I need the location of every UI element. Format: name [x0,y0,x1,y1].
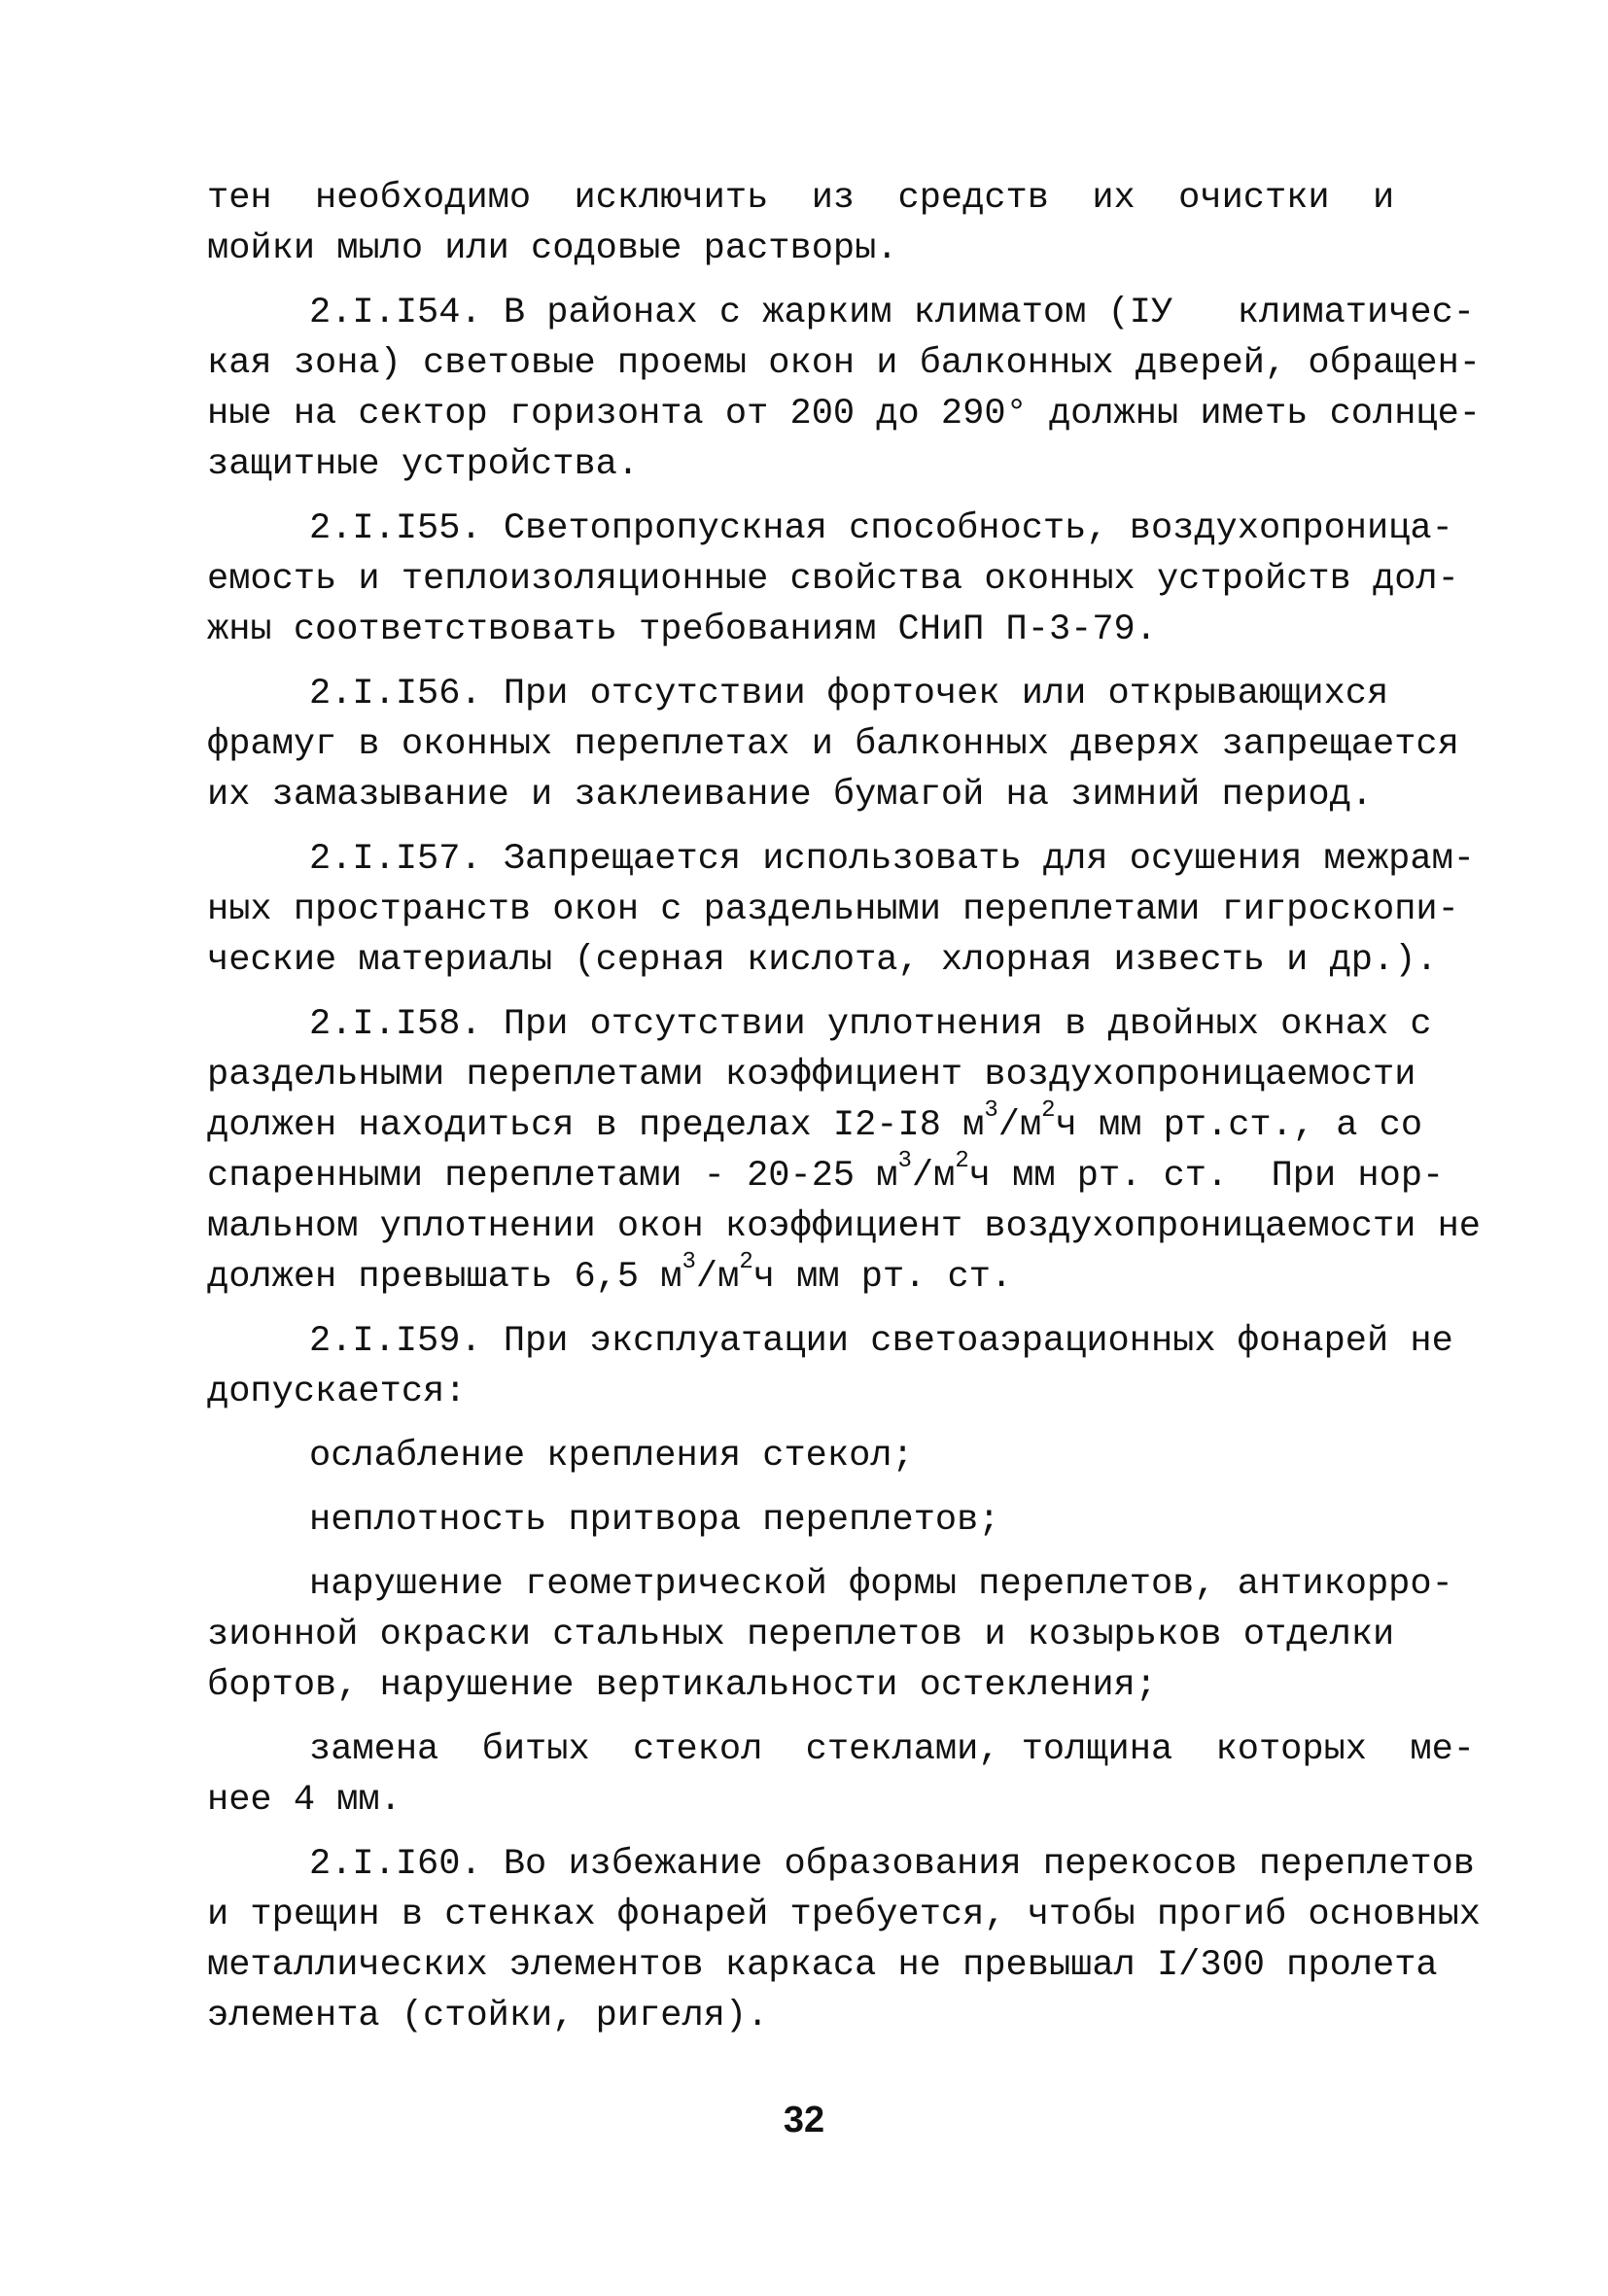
text-line: фрамуг в оконных переплетах и балконных дверях запрещается [207,724,1459,765]
superscript: 2 [955,1147,969,1174]
text-line-with-units [207,1248,1013,1303]
list-item: замена битых стекол стеклами, толщина которых ме- [309,1729,1475,1770]
text-line: мойки мыло или содовые растворы. [207,228,898,269]
text-line: допускается: [207,1372,467,1412]
paragraph-2-1-154-start: 2.I.I54. В районах с жарким климатом (IУ климатичес- [309,293,1475,333]
text-line: и трещин в стенках фонарей требуется, чтобы прогиб основных [207,1895,1482,1935]
text-line-with-units [207,1096,1423,1151]
list-item: ослабление крепления стекол; [309,1436,914,1477]
text-line: ных пространств окон с раздельными переплетами гигроскопи- [207,889,1459,930]
page-number: 32 [783,2100,825,2140]
list-item: нарушение геометрической формы переплетов, антикорро- [309,1564,1453,1605]
text-line: ные на сектор горизонта от 200 до 290° должны иметь солнце- [207,394,1482,435]
paragraph-2-1-155-start: 2.I.I55. Светопропускная способность, воздухопроница- [309,508,1453,549]
superscript: 3 [984,1096,998,1124]
text-fragment: ч мм рт. ст. [752,1257,1013,1298]
superscript: 2 [1041,1096,1056,1124]
text-fragment: должен превышать 6,5 м [207,1257,682,1298]
text-line: их замазывание и заклеивание бумагой на зимний период. [207,775,1373,816]
text-line: тен необходимо исключить из средств их очистки и [207,178,1395,219]
text-line-with-units [207,1147,1445,1201]
text-fragment: /м [911,1156,956,1197]
paragraph-2-1-160-start: 2.I.I60. Во избежание образования перекосов переплетов [309,1844,1475,1885]
text-line: кая зона) световые проемы окон и балконных дверей, обращен- [207,343,1482,384]
paragraph-2-1-157-start: 2.I.I57. Запрещается использовать для осушения межрам- [309,839,1475,880]
text-line: ческие материалы (серная кислота, хлорная известь и др.). [207,940,1438,981]
paragraph-2-1-156-start: 2.I.I56. При отсутствии форточек или открывающихся [309,674,1389,714]
paragraph-2-1-158-start: 2.I.I58. При отсутствии уплотнения в двойных окнах с [309,1004,1432,1045]
text-line: металлических элементов каркаса не превышал I/300 пролета [207,1945,1438,1986]
list-item: неплотность притвора переплетов; [309,1500,1000,1541]
text-fragment: /м [997,1105,1042,1146]
text-fragment: ч мм рт.ст., а со [1055,1105,1423,1146]
text-line: мальном уплотнении окон коэффициент воздухопроницаемости не [207,1206,1482,1247]
text-line: нее 4 мм. [207,1780,402,1821]
text-line: раздельными переплетами коэффициент воздухопроницаемости [207,1055,1416,1096]
paragraph-2-1-159-start: 2.I.I59. При эксплуатации светоаэрационных фонарей не [309,1321,1453,1362]
text-fragment: должен находиться в пределах I2-I8 м [207,1105,985,1146]
text-line: бортов, нарушение вертикальности остекления; [207,1665,1157,1706]
superscript: 2 [739,1248,753,1275]
text-fragment: ч мм рт. ст. При нор- [968,1156,1445,1197]
text-line: емость и теплоизоляционные свойства оконных устройств дол- [207,559,1459,600]
text-line: жны соответствовать требованиям СНиП П-3-79. [207,609,1157,650]
superscript: 3 [897,1147,912,1174]
text-line: защитные устройства. [207,444,640,485]
text-fragment: спаренными переплетами - 20-25 м [207,1156,898,1197]
text-line: элемента (стойки, ригеля). [207,1996,769,2036]
text-fragment: /м [695,1257,740,1298]
superscript: 3 [682,1248,696,1275]
text-line: зионной окраски стальных переплетов и козырьков отделки [207,1615,1395,1655]
